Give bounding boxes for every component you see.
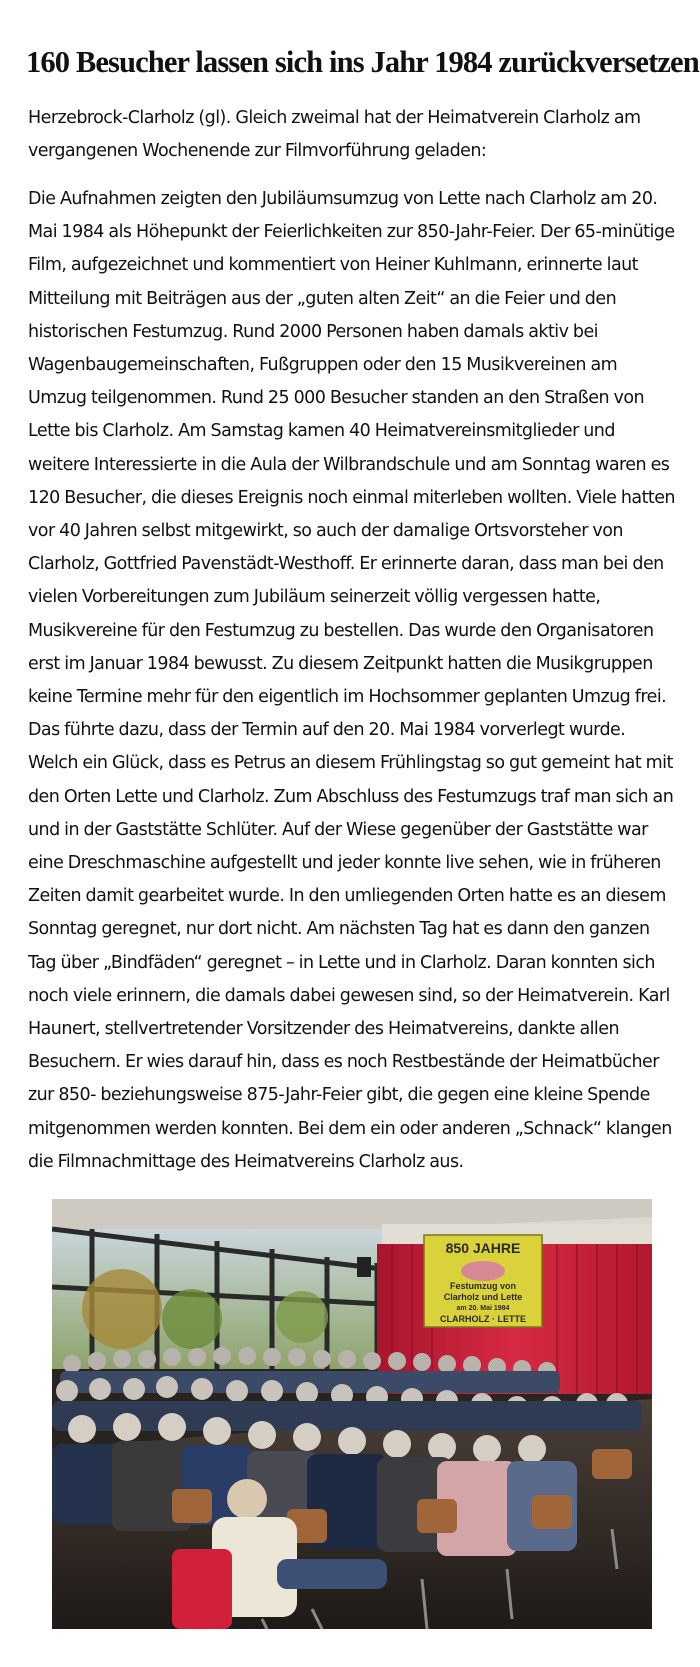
screen-line-5: CLARHOLZ · LETTE bbox=[440, 1314, 526, 1324]
screen-line-2: Festumzug von bbox=[449, 1281, 517, 1291]
article-body: Die Aufnahmen zeigten den Jubiläumsumzug von Lette nach Clarholz am 20. Mai 1984 als Höhepunkt der Feierlichkeiten zur 850-Jahr-Feier. Der 65-minütige Film, aufgezeichnet und kommentiert von Heiner Kuhlmann, erinnerte laut Mitteilung mit Beiträgen aus der „guten alten Zeit“ an die Feier und den historischen Festumzug. Rund 2000 Personen haben damals aktiv bei Wagenbaugemeinschaften, Fußgruppen oder den 15 Musikvereinen am Umzug teilgenommen. Rund 25 000 Besucher standen an den Straßen von Lette bis Clarholz. Am Samstag kamen 40 Heimatvereinsmitglieder und weitere Interessierte in die Aula der Wilbrandschule und am Sonntag waren es 120 Besucher, die dieses Ereignis noch einmal miterleben wollten. Viele hatten vor 40 Jahren selbst mitgewirkt, so auch der damalige Ortsvorsteher von Clarholz, Gottfried Pavenstädt-Westhoff. Er erinnerte daran, dass man bei den vielen Vorbereitungen zum Jubiläum seinerzeit völlig vergessen hatte, Musikvereine für den Festumzug zu bestellen. Das wurde den Organisatoren erst im Januar 1984 bewusst. Zu diesem Zeitpunkt hatten die Musikgruppen keine Termine mehr für den eigentlich im Hochsommer geplanten Umzug frei. Das führte dazu, dass der Termin auf den 20. Mai 1984 vorverlegt wurde. Welch ein Glück, dass es Petrus an diesem Frühlingstag so gut gemeint hat mit den Orten Lette und Clarholz. Zum Abschluss des Festumzugs traf man sich an und in der Gaststätte Schlüter. Auf der Wiese gegenüber der Gaststätte war eine Dreschmaschine aufgestellt und jeder konnte live sehen, wie in früheren Zeiten damit gearbeitet wurde. In den umliegenden Orten hatte es an diesem Sonntag geregnet, nur dort nicht. Am nächsten Tag hat es dann den ganzen Tag über „Bindfäden“ geregnet – in Lette und in Clarholz. Daran konnten sich noch viele erinnern, die damals dabei gewesen sind, so der Heimatverein. Karl Haunert, stellvertretender Vorsitzender des Heimatvereins, dankte allen Besuchern. Er wies darauf hin, dass es noch Restbestände der Heimatbücher zur 850- beziehungsweise 875-Jahr-Feier gibt, die gegen eine kleine Spende mitgenommen werden konnten. Bei dem ein oder anderen „Schnack“ klangen die Filmnachmittage des Heimatvereins Clarholz aus. bbox=[28, 189, 675, 1172]
article-headline: 160 Besucher lassen sich ins Jahr 1984 zurückversetzen bbox=[26, 44, 699, 79]
screen-emblem-icon bbox=[461, 1261, 505, 1281]
article-photo bbox=[52, 1199, 652, 1629]
speaker bbox=[357, 1257, 371, 1277]
screen-line-3: Clarholz und Lette bbox=[443, 1292, 523, 1302]
auditorium-photo-illustration bbox=[52, 1199, 652, 1629]
tree bbox=[82, 1269, 162, 1349]
screen-title: 850 JAHRE bbox=[445, 1240, 521, 1256]
article-intro: Herzebrock-Clarholz (gl). Gleich zweimal hat der Heimatverein Clarholz am vergangenen Wochenende zur Filmvorführung geladen: bbox=[28, 108, 641, 162]
screen-line-4: am 20. Mai 1984 bbox=[456, 1305, 510, 1312]
